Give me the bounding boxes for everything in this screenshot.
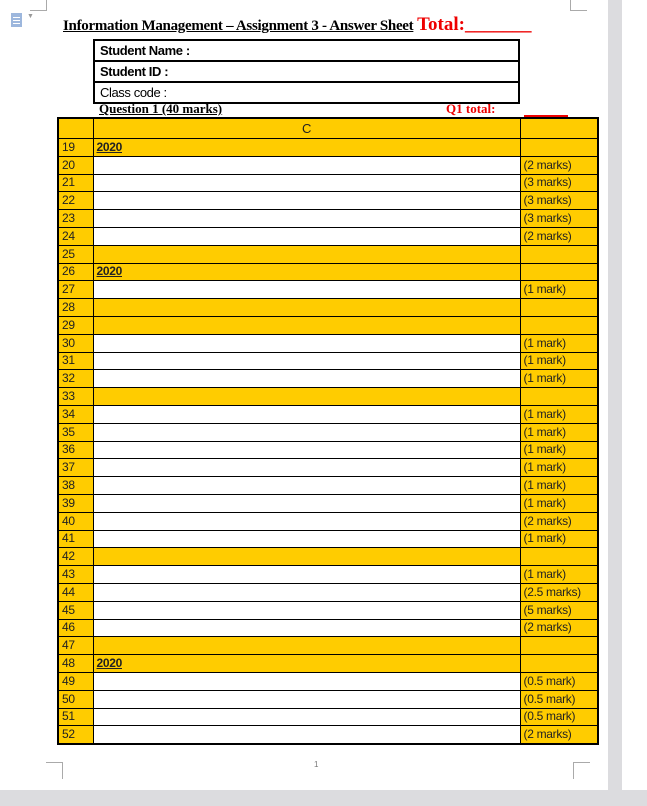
row-number: 26 xyxy=(58,263,93,281)
table-row xyxy=(58,334,598,352)
marks-cell: (5 marks) xyxy=(520,601,598,619)
row-number: 25 xyxy=(58,245,93,263)
table-row xyxy=(58,388,598,406)
marks-cell: (3 marks) xyxy=(520,210,598,228)
marks-cell xyxy=(520,299,598,317)
row-number: 23 xyxy=(58,210,93,228)
marks-cell: (1 mark) xyxy=(520,494,598,512)
answer-cell[interactable] xyxy=(93,192,520,210)
title-text: Information Management – Assignment 3 - Answer Sheet xyxy=(63,18,414,34)
table-row xyxy=(58,566,598,584)
marks-cell: (3 marks) xyxy=(520,174,598,192)
margin-corner-tr xyxy=(570,0,587,11)
table-row xyxy=(58,245,598,263)
row-number: 20 xyxy=(58,156,93,174)
marks-cell: (1 mark) xyxy=(520,352,598,370)
document-icon[interactable] xyxy=(11,13,22,27)
section-cell xyxy=(93,299,520,317)
row-number: 31 xyxy=(58,352,93,370)
marks-cell xyxy=(520,263,598,281)
year-label: 2020 xyxy=(96,656,122,670)
answer-cell[interactable] xyxy=(93,583,520,601)
q1-total-label: Q1 total: xyxy=(446,101,496,116)
section-cell xyxy=(93,263,520,281)
row-number: 35 xyxy=(58,423,93,441)
table-row xyxy=(58,405,598,423)
row-number: 42 xyxy=(58,548,93,566)
marks-cell xyxy=(520,139,598,157)
marks-cell xyxy=(520,655,598,673)
table-row xyxy=(58,619,598,637)
row-number: 29 xyxy=(58,316,93,334)
table-row xyxy=(58,210,598,228)
section-cell xyxy=(93,548,520,566)
table-row xyxy=(58,601,598,619)
answer-cell[interactable] xyxy=(93,352,520,370)
row-number: 45 xyxy=(58,601,93,619)
marks-cell: (0.5 mark) xyxy=(520,708,598,726)
row-number: 24 xyxy=(58,227,93,245)
marks-cell: (2 marks) xyxy=(520,726,598,744)
answer-cell[interactable] xyxy=(93,441,520,459)
question-heading: Question 1 (40 marks) xyxy=(99,101,223,116)
row-number: 19 xyxy=(58,139,93,157)
section-cell xyxy=(93,316,520,334)
row-number: 22 xyxy=(58,192,93,210)
answer-cell[interactable] xyxy=(93,156,520,174)
answer-cell[interactable] xyxy=(93,370,520,388)
table-row xyxy=(58,583,598,601)
margin-corner-br xyxy=(573,762,590,779)
answer-cell[interactable] xyxy=(93,494,520,512)
row-number: 37 xyxy=(58,459,93,477)
row-number: 28 xyxy=(58,299,93,317)
page-gap xyxy=(0,790,647,806)
dropdown-caret-icon[interactable]: ▼ xyxy=(27,13,34,20)
marks-cell: (2 marks) xyxy=(520,156,598,174)
table-row xyxy=(58,156,598,174)
row-number: 40 xyxy=(58,512,93,530)
student-name-field[interactable]: Student Name : xyxy=(95,41,518,62)
section-cell xyxy=(93,139,520,157)
marks-cell: (2.5 marks) xyxy=(520,583,598,601)
row-number: 41 xyxy=(58,530,93,548)
table-row xyxy=(58,263,598,281)
table-row xyxy=(58,548,598,566)
marks-cell: (3 marks) xyxy=(520,192,598,210)
table-row xyxy=(58,316,598,334)
margin-corner-tl xyxy=(30,0,47,11)
answer-cell[interactable] xyxy=(93,459,520,477)
answer-cell[interactable] xyxy=(93,405,520,423)
table-row xyxy=(58,530,598,548)
answer-cell[interactable] xyxy=(93,227,520,245)
answer-cell[interactable] xyxy=(93,423,520,441)
marks-cell: (2 marks) xyxy=(520,227,598,245)
answer-cell[interactable] xyxy=(93,708,520,726)
section-cell xyxy=(93,637,520,655)
answer-cell[interactable] xyxy=(93,477,520,495)
marks-cell: (1 mark) xyxy=(520,334,598,352)
answer-cell[interactable] xyxy=(93,334,520,352)
row-number: 52 xyxy=(58,726,93,744)
row-number: 34 xyxy=(58,405,93,423)
marks-cell: (0.5 mark) xyxy=(520,672,598,690)
margin-corner-bl xyxy=(46,762,63,779)
marks-cell: (1 mark) xyxy=(520,370,598,388)
answer-cell[interactable] xyxy=(93,174,520,192)
table-row xyxy=(58,708,598,726)
marks-cell: (1 mark) xyxy=(520,477,598,495)
marks-cell: (1 mark) xyxy=(520,459,598,477)
table-row xyxy=(58,352,598,370)
year-label: 2020 xyxy=(96,139,122,154)
table-row xyxy=(58,655,598,673)
marks-cell xyxy=(520,245,598,263)
row-number: 49 xyxy=(58,672,93,690)
marks-cell: (1 mark) xyxy=(520,423,598,441)
marks-cell: (1 mark) xyxy=(520,566,598,584)
answer-cell[interactable] xyxy=(93,512,520,530)
student-id-field[interactable]: Student ID : xyxy=(95,62,518,83)
answer-cell[interactable] xyxy=(93,601,520,619)
marks-cell xyxy=(520,637,598,655)
section-cell xyxy=(93,245,520,263)
table-row xyxy=(58,690,598,708)
table-row xyxy=(58,672,598,690)
section-cell xyxy=(93,655,520,673)
vertical-scrollbar[interactable] xyxy=(608,0,622,806)
table-row xyxy=(58,512,598,530)
answer-cell[interactable] xyxy=(93,672,520,690)
row-number: 39 xyxy=(58,494,93,512)
table-row xyxy=(58,477,598,495)
row-number: 50 xyxy=(58,690,93,708)
header-cell-column: C xyxy=(93,118,520,139)
table-row xyxy=(58,494,598,512)
row-number: 38 xyxy=(58,477,93,495)
table-row xyxy=(58,281,598,299)
marks-cell: (1 mark) xyxy=(520,281,598,299)
row-number: 51 xyxy=(58,708,93,726)
row-number: 43 xyxy=(58,566,93,584)
table-row xyxy=(58,370,598,388)
page-number: 1 xyxy=(314,760,319,769)
total-label: Total:_______ xyxy=(417,14,532,35)
table-row xyxy=(58,637,598,655)
answer-cell[interactable] xyxy=(93,690,520,708)
table-row xyxy=(58,299,598,317)
row-number: 46 xyxy=(58,619,93,637)
document-title xyxy=(63,14,532,36)
class-code-field[interactable]: Class code : xyxy=(100,85,167,100)
table-row xyxy=(58,726,598,744)
answer-cell[interactable] xyxy=(93,210,520,228)
table-row xyxy=(58,139,598,157)
section-cell xyxy=(93,388,520,406)
row-number: 32 xyxy=(58,370,93,388)
row-number: 21 xyxy=(58,174,93,192)
marks-cell xyxy=(520,388,598,406)
row-number: 27 xyxy=(58,281,93,299)
marks-cell: (1 mark) xyxy=(520,441,598,459)
row-number: 30 xyxy=(58,334,93,352)
answer-cell[interactable] xyxy=(93,281,520,299)
table-row xyxy=(58,423,598,441)
row-number: 48 xyxy=(58,655,93,673)
header-cell-number xyxy=(58,118,93,139)
answer-cell[interactable] xyxy=(93,726,520,744)
marks-cell xyxy=(520,316,598,334)
marks-cell: (2 marks) xyxy=(520,512,598,530)
table-row xyxy=(58,174,598,192)
marks-cell xyxy=(520,548,598,566)
marks-cell: (2 marks) xyxy=(520,619,598,637)
table-header-row xyxy=(58,118,598,139)
answer-cell[interactable] xyxy=(93,619,520,637)
table-row xyxy=(58,192,598,210)
answer-cell[interactable] xyxy=(93,566,520,584)
marks-cell: (1 mark) xyxy=(520,405,598,423)
answer-cell[interactable] xyxy=(93,530,520,548)
table-row xyxy=(58,459,598,477)
marks-cell: (0.5 mark) xyxy=(520,690,598,708)
row-number: 44 xyxy=(58,583,93,601)
row-number: 47 xyxy=(58,637,93,655)
answer-table xyxy=(57,117,599,745)
header-cell-marks xyxy=(520,118,598,139)
row-number: 36 xyxy=(58,441,93,459)
year-label: 2020 xyxy=(96,264,122,279)
marks-cell: (1 mark) xyxy=(520,530,598,548)
student-info-table xyxy=(93,39,520,104)
table-row xyxy=(58,441,598,459)
table-row xyxy=(58,227,598,245)
row-number: 33 xyxy=(58,388,93,406)
